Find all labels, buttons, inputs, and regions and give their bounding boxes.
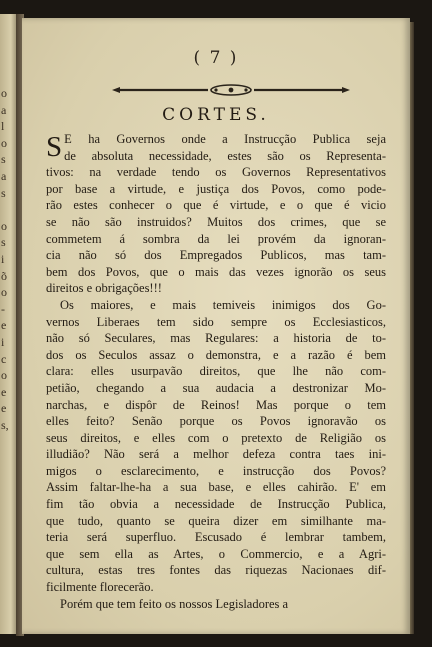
section-heading: CORTES. — [162, 105, 270, 125]
margin-char: l — [1, 119, 5, 134]
text-line: cia não só dos Empregados Publicos, mas tam- — [46, 248, 386, 263]
margin-char: õ — [1, 268, 7, 283]
margin-char: o — [1, 285, 7, 300]
body-text — [46, 131, 386, 612]
margin-char: o — [1, 86, 7, 100]
text-line: vernos Liberaes tem sido sempre os Ecclesiasticos, — [46, 314, 386, 329]
margin-char: o — [1, 368, 7, 383]
margin-char: s, — [1, 417, 9, 432]
text-line: seus direitos, e elles com o pretexto de Religião os — [46, 430, 386, 445]
text-line: dos os Seculos assaz o demonstra, e a razão é bem — [46, 347, 386, 362]
text-line: narchas, e dispôr de Reinos! Mas porque o tem — [46, 397, 386, 412]
text-line: clara: elles usurpavão direitos, que lhe não com- — [46, 364, 386, 379]
margin-char: i — [1, 334, 5, 349]
margin-char: s — [1, 152, 6, 167]
margin-char: e — [1, 384, 7, 399]
paragraph-2 — [46, 297, 386, 596]
facing-page-margin-text — [0, 85, 15, 433]
text-line: que tudo, quanto se queira dizer em similhante ma- — [46, 513, 386, 528]
margin-char: o — [1, 218, 7, 233]
margin-char: s — [1, 185, 6, 200]
text-line: se não são instruidos? Muitos dos crimes, que se — [46, 214, 386, 229]
text-line: elles feito? Senão porque os Povos ignoravão os — [46, 414, 386, 429]
text-line: petião, chegando a sua audacia a destronizar Mo- — [46, 380, 386, 395]
ornament-rule — [112, 83, 350, 97]
text-line: migos o esclarecimento, e instrucção dos Povos? — [46, 463, 386, 478]
text-line: que sem ella as Artes, o Commercio, e a Agri- — [46, 546, 386, 561]
text-line: teria será superfluo. Escusado é lembrar tambem, — [46, 530, 386, 545]
text-line: Porém que tem feito os nossos Legisladores a — [60, 596, 289, 611]
text-line: não só Seculares, mas Regulares: a historia de to- — [46, 331, 386, 346]
margin-char: a — [1, 102, 7, 117]
margin-char: i — [1, 251, 5, 266]
paragraph-3 — [46, 596, 386, 613]
text-line: E ha Governos onde a Instrucção Publica seja — [64, 132, 386, 146]
text-line: illudião? Não será a melhor defeza contra taes ini- — [46, 447, 386, 462]
text-line: de absoluta necessidade, estes são os Representa- — [64, 148, 386, 163]
page-number: ( 7 ) — [193, 48, 239, 68]
text-line: por base a virtude, e justiça dos Povos, como pode- — [46, 181, 386, 196]
margin-char: c — [1, 351, 7, 366]
margin-char: - — [1, 301, 5, 316]
text-line: ficilmente florecerão. — [46, 580, 154, 595]
text-line: fim tão obvia a necessidade de Instrucção Publica, — [46, 497, 386, 512]
margin-char: o — [1, 135, 7, 150]
margin-char: e — [1, 318, 7, 333]
text-line: commetem á sombra da lei provém da ignoran- — [46, 231, 386, 246]
drop-cap: S — [46, 131, 63, 163]
text-line: rão estes conhecer o que é virtude, e o que é vicio — [46, 198, 386, 213]
text-line: direitos e obrigações!!! — [46, 281, 162, 296]
text-line: tivos: na verdade tendo os Governos Representativos — [46, 165, 386, 180]
text-line: cultura, estas tres fontes das riquezas Nacionaes dif- — [46, 563, 386, 578]
text-line: bem dos Povos, que o mais das vezes ignorão os seus — [46, 264, 386, 279]
text-line: Os maiores, e mais temiveis inimigos dos Go- — [60, 297, 386, 312]
margin-char: a — [1, 168, 7, 183]
margin-char: s — [1, 235, 6, 250]
book-page — [22, 18, 410, 634]
margin-char — [1, 201, 15, 218]
margin-char: e — [1, 401, 7, 416]
paragraph-1 — [46, 131, 386, 297]
text-line: Assim faltar-lhe-ha a sua base, e elles cahirão. E' em — [46, 480, 386, 495]
